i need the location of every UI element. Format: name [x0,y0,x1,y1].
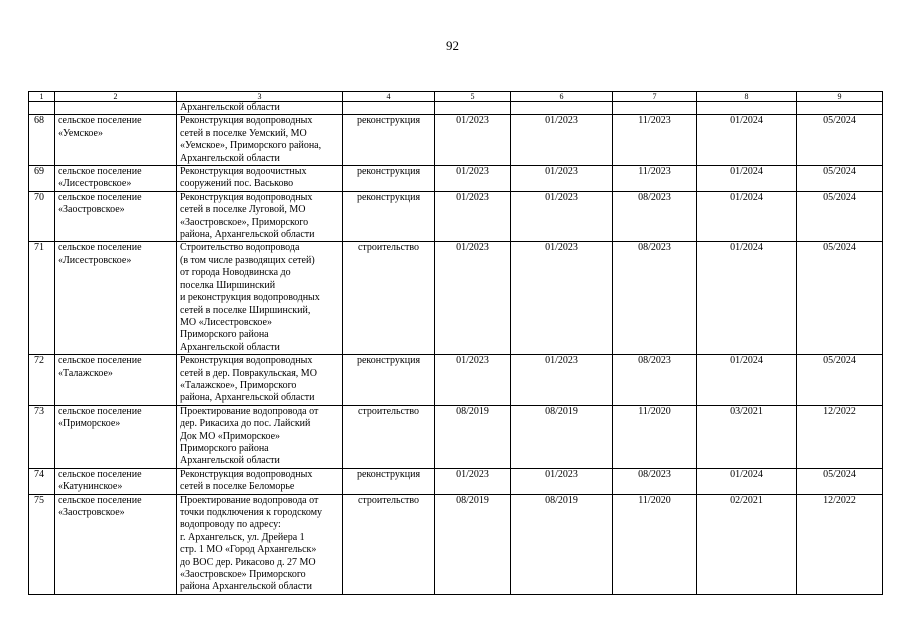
date-col-8-cell: 01/2024 [697,166,797,192]
projects-table [28,91,883,595]
row-number-cell: 73 [29,405,55,468]
project-description-cell: Проектирование водопровода от дер. Рикасиха до пос. Лайский Док МО «Приморское» Приморского района Архангельской области [177,405,343,468]
column-number-cell: 1 [29,92,55,102]
project-description-cell: Проектирование водопровода от точки подключения к городскому водопроводу по адресу: г. Архангельск, ул. Дрейера 1 стр. 1 МО «Город Архангельск» до ВОС дер. Рикасово д. 27 МО «Заостровское» Приморского района Архангельской области [177,494,343,594]
date-col-7-cell: 11/2023 [613,166,697,192]
date-col-5-cell: 01/2023 [435,191,511,242]
project-description-cell: Реконструкция водоочистных сооружений пос. Васьково [177,166,343,192]
settlement-cell: сельское поселение «Талажское» [55,355,177,406]
work-type-cell: реконструкция [343,166,435,192]
date-col-8-cell: 03/2021 [697,405,797,468]
date-col-5-cell: 01/2023 [435,468,511,494]
date-col-7-cell: 08/2023 [613,242,697,355]
table-row [29,115,883,166]
table-row [29,166,883,192]
settlement-cell: сельское поселение «Заостровское» [55,494,177,594]
date-col-5-cell: 01/2023 [435,355,511,406]
row-number-cell: 72 [29,355,55,406]
settlement-cell: сельское поселение «Заостровское» [55,191,177,242]
column-number-cell: 3 [177,92,343,102]
project-description-cell: Реконструкция водопроводных сетей в поселке Беломорье [177,468,343,494]
date-col-5-cell: 08/2019 [435,405,511,468]
date-col-9-cell: 05/2024 [797,115,883,166]
project-description-cell: Реконструкция водопроводных сетей в поселке Луговой, МО «Заостровское», Приморского района, Архангельской области [177,191,343,242]
column-number-cell: 6 [511,92,613,102]
date-col-9-cell: 05/2024 [797,355,883,406]
column-number-cell: 9 [797,92,883,102]
date-col-8-cell: 01/2024 [697,115,797,166]
date-col-6-cell: 08/2019 [511,494,613,594]
row-number-cell: 69 [29,166,55,192]
work-type-cell: строительство [343,494,435,594]
column-number-cell: 8 [697,92,797,102]
row-number-cell [29,102,55,115]
column-number-cell: 2 [55,92,177,102]
page-number: 92 [446,38,459,53]
table-row [29,102,883,115]
row-number-cell: 75 [29,494,55,594]
work-type-cell: реконструкция [343,355,435,406]
date-col-9-cell: 12/2022 [797,494,883,594]
date-col-8-cell: 01/2024 [697,355,797,406]
date-col-5-cell: 01/2023 [435,166,511,192]
table-row [29,494,883,594]
date-col-6-cell: 01/2023 [511,191,613,242]
row-number-cell: 70 [29,191,55,242]
work-type-cell [343,102,435,115]
date-col-8-cell: 01/2024 [697,468,797,494]
table-row [29,191,883,242]
settlement-cell: сельское поселение «Лисестровское» [55,166,177,192]
project-description-cell: Архангельской области [177,102,343,115]
date-col-8-cell: 01/2024 [697,191,797,242]
work-type-cell: строительство [343,242,435,355]
table-row [29,242,883,355]
date-col-6-cell: 01/2023 [511,468,613,494]
row-number-cell: 68 [29,115,55,166]
date-col-9-cell: 05/2024 [797,468,883,494]
date-col-6-cell: 01/2023 [511,115,613,166]
project-description-cell: Строительство водопровода (в том числе разводящих сетей) от города Новодвинска до поселка Ширшинский и реконструкция водопроводных сетей в поселке Ширшинский, МО «Лисестровское» Приморского района Архангельской области [177,242,343,355]
date-col-9-cell [797,102,883,115]
date-col-5-cell: 08/2019 [435,494,511,594]
settlement-cell: сельское поселение «Приморское» [55,405,177,468]
date-col-7-cell: 08/2023 [613,355,697,406]
settlement-cell [55,102,177,115]
date-col-5-cell: 01/2023 [435,115,511,166]
column-number-row [29,92,883,102]
date-col-5-cell [435,102,511,115]
table-row [29,468,883,494]
settlement-cell: сельское поселение «Уемское» [55,115,177,166]
date-col-9-cell: 05/2024 [797,191,883,242]
date-col-6-cell: 01/2023 [511,242,613,355]
date-col-7-cell: 08/2023 [613,191,697,242]
date-col-7-cell [613,102,697,115]
project-description-cell: Реконструкция водопроводных сетей в дер. Повракульская, МО «Талажское», Приморского района, Архангельской области [177,355,343,406]
column-number-cell: 7 [613,92,697,102]
table-row [29,355,883,406]
date-col-6-cell: 01/2023 [511,166,613,192]
date-col-8-cell: 01/2024 [697,242,797,355]
settlement-cell: сельское поселение «Лисестровское» [55,242,177,355]
date-col-9-cell: 05/2024 [797,166,883,192]
date-col-5-cell: 01/2023 [435,242,511,355]
row-number-cell: 71 [29,242,55,355]
row-number-cell: 74 [29,468,55,494]
column-number-cell: 4 [343,92,435,102]
column-number-cell: 5 [435,92,511,102]
project-description-cell: Реконструкция водопроводных сетей в поселке Уемский, МО «Уемское», Приморского района, Архангельской области [177,115,343,166]
work-type-cell: реконструкция [343,468,435,494]
date-col-7-cell: 11/2020 [613,494,697,594]
work-type-cell: строительство [343,405,435,468]
date-col-6-cell: 08/2019 [511,405,613,468]
date-col-8-cell [697,102,797,115]
date-col-9-cell: 05/2024 [797,242,883,355]
date-col-9-cell: 12/2022 [797,405,883,468]
date-col-7-cell: 11/2023 [613,115,697,166]
date-col-6-cell: 01/2023 [511,355,613,406]
settlement-cell: сельское поселение «Катунинское» [55,468,177,494]
date-col-6-cell [511,102,613,115]
table-row [29,405,883,468]
work-type-cell: реконструкция [343,191,435,242]
date-col-8-cell: 02/2021 [697,494,797,594]
work-type-cell: реконструкция [343,115,435,166]
date-col-7-cell: 08/2023 [613,468,697,494]
date-col-7-cell: 11/2020 [613,405,697,468]
